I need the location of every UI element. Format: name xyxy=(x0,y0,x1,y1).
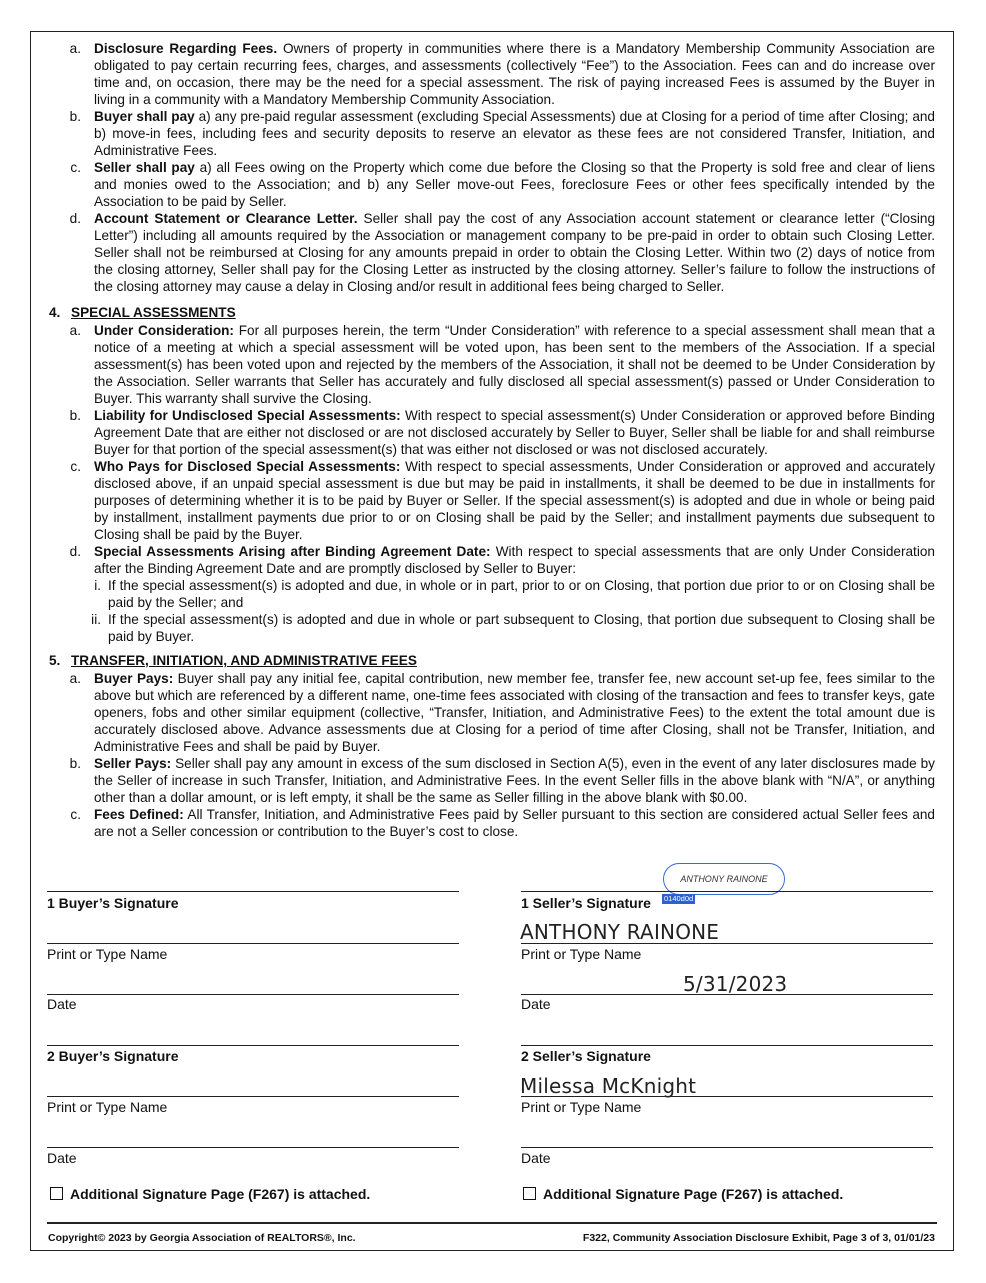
seller1-name-line[interactable] xyxy=(521,943,933,944)
section-5-heading: 5. TRANSFER, INITIATION, AND ADMINISTRATIVE FEES xyxy=(49,653,417,668)
seller1-signature-id: 0140d0d xyxy=(664,894,694,903)
item-3b: b. Buyer shall pay a) any pre-paid regular assessment (excluding Special Assessments) due at Closing for a period of time after Closing; and b) move-in fees, including fees and security deposits to reserve an elevator as these fees are not considered Transfer, Initiation, and Administrative Fees. xyxy=(69,109,935,158)
item-5c: c. Fees Defined: All Transfer, Initiation, and Administrative Fees paid by Seller pursuant to this section are considered actual Seller fees and are not a Seller concession or contribution to the Buyer’s cost to close. xyxy=(70,807,935,839)
buyer1-signature-label: 1 Buyer’s Signature xyxy=(47,895,179,911)
seller1-date-line[interactable] xyxy=(521,994,933,995)
section-4-items xyxy=(49,322,935,645)
seller1-date-label: Date xyxy=(521,996,551,1012)
buyer-additional-page-checkbox[interactable]: Additional Signature Page (F267) is attached. xyxy=(50,1186,370,1202)
item-5a: a. Buyer Pays: Buyer shall pay any initial fee, capital contribution, new member fee, transfer fee, new account set-up fee, fees similar to the above but which are referenced by a different name, one-time fees associated with closing of the transaction and fees to transfer keys, gate openers, fobs and other similar equipment (collective, “Transfer, Initiation, and Administrative Fees) to the extent the total amount due is accurately disclosed above. Advance assessments due at Closing for a period of time after Closing, shall not be Transfer, Initiation, and Administrative Fees and shall be paid by Buyer. xyxy=(69,671,935,754)
item-4c: c. Who Pays for Disclosed Special Assessments: With respect to special assessments, Under Consideration or approved and accurately disclosed above, if an unpaid special assessment is due but may be paid in installments, it shall be deemed to be due in installments for purposes of determining whether it is to be paid by Buyer or Seller. If the special assessment(s) is adopted and due in whole or being paid by installment, installment payments due prior to or on Closing shall be paid by the Seller; and installment payments due subsequent to Closing shall be paid by the Buyer. xyxy=(70,459,935,542)
buyer2-name-label: Print or Type Name xyxy=(47,1099,168,1115)
seller2-name-label: Print or Type Name xyxy=(521,1099,642,1115)
footer-divider xyxy=(47,1222,937,1224)
item-3d: d. Account Statement or Clearance Letter. Seller shall pay the cost of any Association account statement or clearance letter (“Closing Letter”) including all amounts required by the Association or management company to be pre-paid in order to obtain such Closing Letter. Seller shall not be reimbursed at Closing for any amounts prepaid in order to obtain the Closing Letter. Within two (2) days of notice from the closing attorney, Seller shall pay for the Closing Letter as instructed by the closing attorney. Seller’s failure to follow the instructions of the closing attorney may cause a delay in Closing and/or result in additional fees being charged to Seller. xyxy=(69,211,936,294)
buyer2-signature-label: 2 Buyer’s Signature xyxy=(47,1048,179,1064)
seller1-date-value: 5/31/2023 xyxy=(683,972,788,996)
seller2-signature-label: 2 Seller’s Signature xyxy=(521,1048,651,1064)
seller2-signature-line[interactable] xyxy=(521,1045,933,1046)
buyer2-date-line[interactable] xyxy=(47,1147,459,1148)
item-4d: d. Special Assessments Arising after Binding Agreement Date: With respect to special assessments that are only Under Consideration after the Binding Agreement Date and are promptly disclosed by Seller to Buyer: xyxy=(69,544,935,576)
seller-additional-page-checkbox[interactable]: Additional Signature Page (F267) is attached. xyxy=(523,1186,843,1202)
seller1-printed-name: ANTHONY RAINONE xyxy=(520,920,720,944)
item-4b: b. Liability for Undisclosed Special Assessments: With respect to special assessment(s) Under Consideration or approved before Binding Agreement Date that are either not disclosed or are not disclosed accurately by Seller to Buyer, Seller shall be liable for and shall reimburse Buyer for that portion of the special assessment(s) that was either not disclosed or was not disclosed accurately. xyxy=(69,408,935,457)
seller1-signature-label: 1 Seller’s Signature xyxy=(521,895,651,911)
buyer1-date-label: Date xyxy=(47,996,77,1012)
section-5-items xyxy=(49,670,935,840)
buyer1-signature-line[interactable] xyxy=(47,891,459,892)
checkbox-icon xyxy=(523,1187,536,1200)
buyer1-date-line[interactable] xyxy=(47,994,459,995)
seller2-name-line[interactable] xyxy=(521,1096,933,1097)
item-5b: b. Seller Pays: Seller shall pay any amount in excess of the sum disclosed in Section A(5), even in the event of any later disclosures made by the Seller of increase in such Transfer, Initiation, and Administrative Fees. In the event Seller fills in the above blank with “N/A”, or anything other than a dollar amount, or is left empty, it shall be the same as Seller filling in the above blank with $0.00. xyxy=(69,756,935,805)
seller2-date-line[interactable] xyxy=(521,1147,933,1148)
seller1-signature-stamp: ANTHONY RAINONE xyxy=(663,863,785,895)
section-3-items xyxy=(49,40,935,295)
buyer1-name-line[interactable] xyxy=(47,943,459,944)
item-3c: c. Seller shall pay a) all Fees owing on the Property which come due before the Closing so that the Property is sold free and clear of liens and monies owed to the Association; and b) any Seller move-out Fees, foreclosure Fees or other fees specifically intended by the Association to be paid by Seller. xyxy=(70,160,935,209)
footer-form-id: F322, Community Association Disclosure Exhibit, Page 3 of 3, 01/01/23 xyxy=(582,1232,935,1244)
buyer2-signature-line[interactable] xyxy=(47,1045,459,1046)
subitem-4d-ii: ii. If the special assessment(s) is adopted and due in whole or part subsequent to Closing, that portion due subsequent to Closing shall be paid by Buyer. xyxy=(91,612,935,644)
seller2-printed-name: Milessa McKnight xyxy=(520,1074,697,1098)
subitem-4d-i: i. If the special assessment(s) is adopted and due, in whole or in part, prior to or on Closing, that portion due prior to or on Closing shall be paid by the Seller; and xyxy=(94,578,935,610)
document-page xyxy=(30,31,954,1251)
item-4a: a. Under Consideration: For all purposes herein, the term “Under Consideration” with reference to a special assessment shall mean that a notice of a meeting at which a special assessment will be voted upon, has been sent to the members of the Association. If a special assessment(s) has been voted upon and rejected by the members of the Association, it shall not be deemed to be Under Consideration by the Association. Seller warrants that Seller has accurately and fully disclosed all special assessment(s) passed or Under Consideration to Buyer. This warranty shall survive the Closing. xyxy=(69,323,935,406)
seller1-signature-line[interactable] xyxy=(521,891,933,892)
footer-copyright: Copyright© 2023 by Georgia Association of REALTORS®, Inc. xyxy=(48,1232,356,1244)
buyer2-name-line[interactable] xyxy=(47,1096,459,1097)
buyer2-date-label: Date xyxy=(47,1150,77,1166)
buyer1-name-label: Print or Type Name xyxy=(47,946,168,962)
checkbox-icon xyxy=(50,1187,63,1200)
item-3a: a. Disclosure Regarding Fees. Owners of property in communities where there is a Mandatory Membership Community Association are obligated to pay certain recurring fees, charges, and assessments (collectively “Fee”) to the Association. Fees can and do increase over time and, on occasion, there may be the need for a special assessment. The risk of paying increased Fees is assumed by the Buyer in living in a community with a Mandatory Membership Community Association. xyxy=(69,41,935,107)
section-4-heading: 4. SPECIAL ASSESSMENTS xyxy=(49,305,236,320)
seller2-date-label: Date xyxy=(521,1150,551,1166)
seller1-name-label: Print or Type Name xyxy=(521,946,642,962)
